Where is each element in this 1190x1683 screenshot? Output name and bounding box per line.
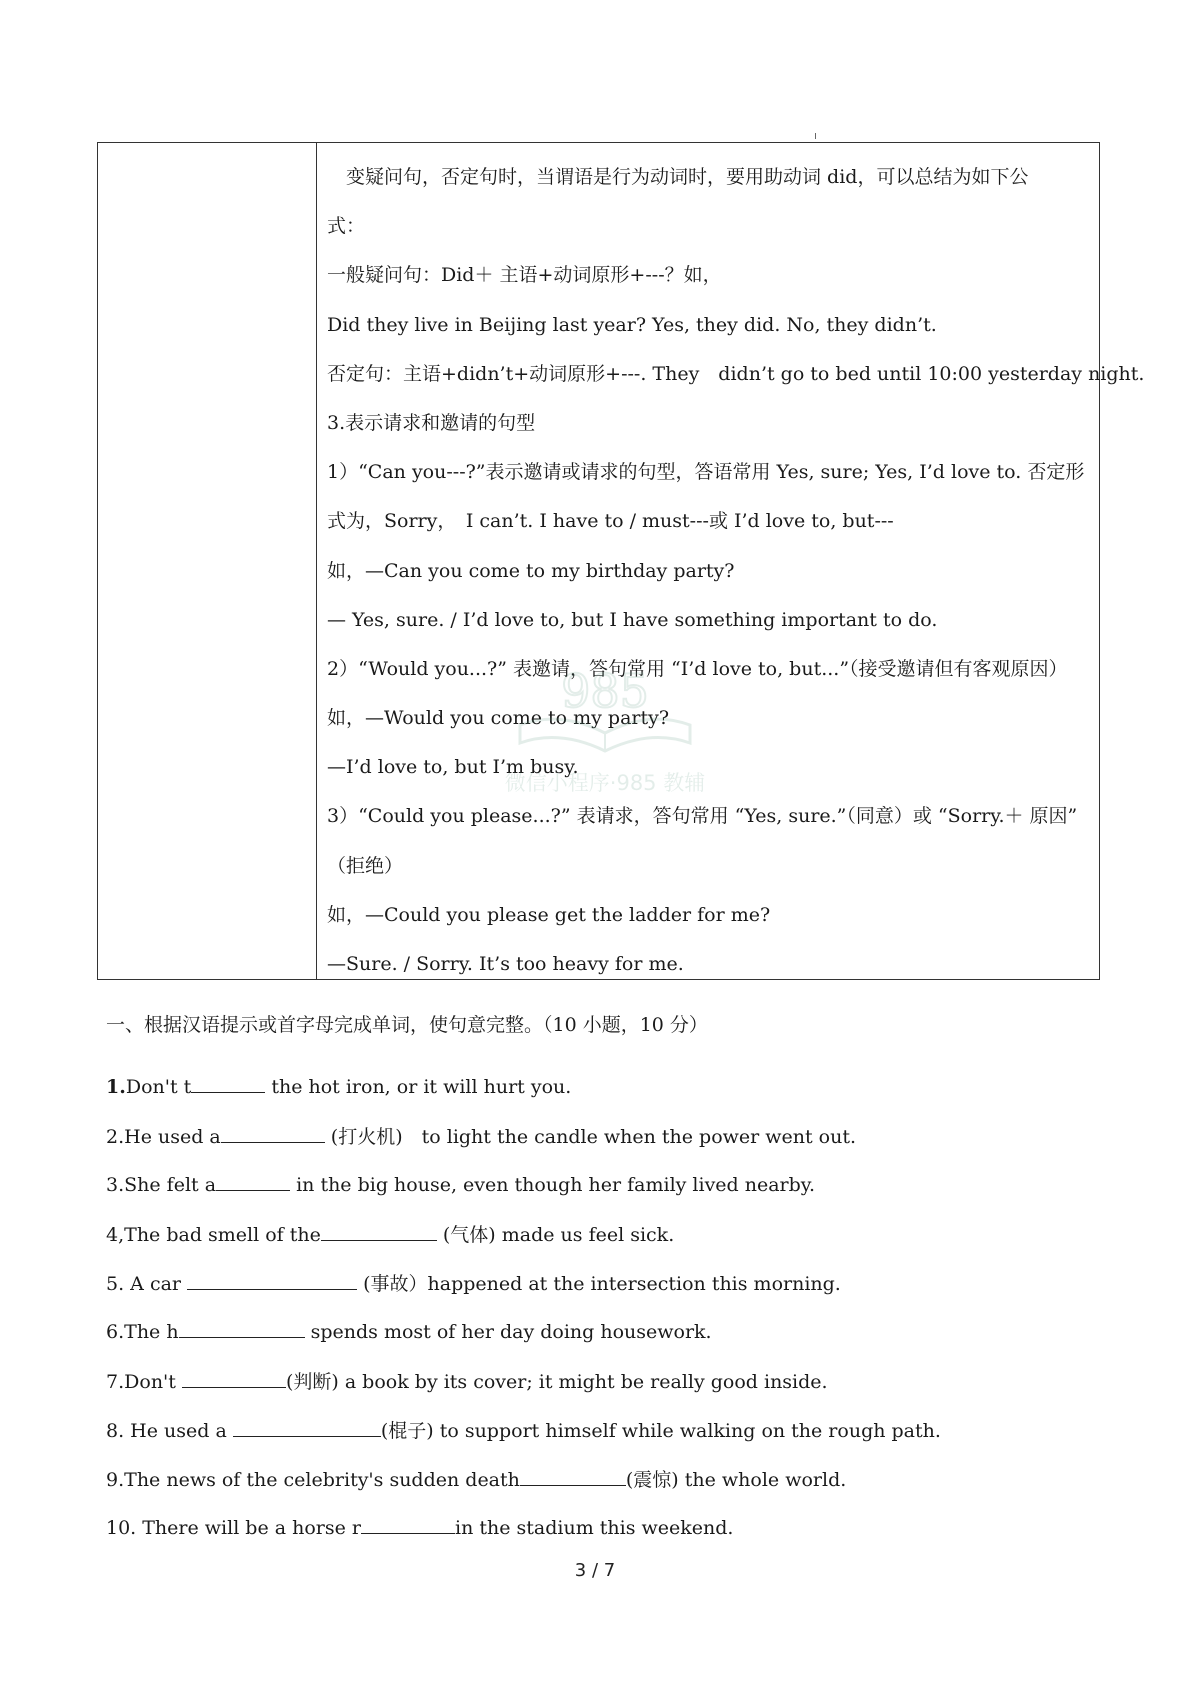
answer-blank[interactable]	[221, 1123, 325, 1143]
answer-blank[interactable]	[520, 1466, 626, 1486]
question-text-before: The bad smell of the	[124, 1224, 321, 1246]
question-text-before: The news of the celebrity's sudden death	[124, 1469, 520, 1491]
question-text-before: He used a	[124, 1420, 233, 1442]
note-line: 3.表示请求和邀请的句型	[327, 411, 536, 434]
question-text-after: (棍子) to support himself while walking on the rough path.	[380, 1420, 941, 1442]
answer-blank[interactable]	[182, 1368, 286, 1388]
grammar-table	[97, 142, 1145, 980]
note-line: 式：	[327, 215, 366, 238]
question-number: 3.	[106, 1174, 125, 1196]
note-line: — Yes, sure. / I’d love to, but I have something important to do.	[327, 608, 938, 631]
answer-blank[interactable]	[233, 1417, 381, 1437]
note-line: 否定句：主语+didn’t+动词原形+---. They didn’t go to bed until 10:00 yesterday night.	[327, 362, 1145, 385]
answer-blank[interactable]	[361, 1514, 455, 1534]
note-line: Did they live in Beijing last year? Yes, they did. No, they didn’t.	[327, 313, 937, 336]
watermark-text: 微信小程序·985 教辅	[504, 771, 706, 795]
question-text-before: A car	[124, 1273, 188, 1295]
note-line: 1）“Can you---?”表示邀请或请求的句型，答语常用 Yes, sure; Yes, I’d love to. 否定形	[327, 461, 1085, 484]
question-6	[106, 1318, 712, 1343]
grammar-notes-cell	[327, 153, 1145, 989]
question-number: 10.	[106, 1517, 137, 1539]
question-text-after: (判断) a book by its cover; it might be really good inside.	[285, 1371, 828, 1393]
question-9	[106, 1465, 846, 1492]
question-1	[106, 1073, 571, 1098]
top-mark	[815, 133, 816, 139]
question-8	[106, 1416, 941, 1443]
question-text-before: She felt a	[124, 1174, 217, 1196]
answer-blank[interactable]	[179, 1318, 305, 1338]
note-line: （拒绝）	[327, 854, 404, 877]
note-line: 2）“Would you...?” 表邀请，答句常用 “I’d love to, but...”（接受邀请但有客观原因）	[327, 657, 1068, 680]
question-number: 9.	[106, 1469, 125, 1491]
note-line: 3）“Could you please...?” 表请求，答句常用 “Yes, sure.”（同意）或 “Sorry.＋ 原因”	[327, 805, 1078, 828]
question-3	[106, 1171, 815, 1196]
question-text-before: He used a	[124, 1126, 221, 1148]
question-text-after: the hot iron, or it will hurt you.	[265, 1076, 572, 1098]
question-text-before: Don't	[124, 1371, 182, 1393]
note-line: 变疑问句，否定句时，当谓语是行为动词时，要用助动词 did，可以总结为如下公	[346, 166, 1029, 188]
note-line: 如，—Could you please get the ladder for me?	[327, 903, 771, 926]
exercise-heading: 一、根据汉语提示或首字母完成单词，使句意完整。（10 小题，10 分）	[106, 1014, 708, 1036]
question-text-after: in the stadium this weekend.	[455, 1517, 734, 1539]
question-number: 8.	[106, 1420, 125, 1442]
note-line: 如，—Would you come to my party?	[327, 707, 670, 730]
note-line: —I’d love to, but I’m busy.	[327, 756, 579, 779]
answer-blank[interactable]	[321, 1221, 437, 1241]
table-column-divider	[316, 143, 317, 979]
page-number: 3 / 7	[574, 1560, 616, 1581]
question-number: 2.	[106, 1126, 125, 1148]
question-text-after: in the big house, even though her family lived nearby.	[290, 1174, 816, 1196]
question-text-after: (打火机) to light the candle when the power went out.	[324, 1126, 857, 1148]
question-text-before: The h	[124, 1321, 179, 1343]
question-2	[106, 1122, 856, 1149]
question-text-before: Don't t	[125, 1076, 192, 1098]
question-number: 5.	[106, 1273, 125, 1295]
note-line: —Sure. / Sorry. It’s too heavy for me.	[327, 953, 684, 975]
note-line: 一般疑问句：Did＋ 主语+动词原形+---？如，	[327, 264, 722, 287]
answer-blank[interactable]	[191, 1073, 265, 1093]
question-number: 4,	[106, 1224, 125, 1246]
question-number: 1.	[106, 1076, 126, 1098]
question-text-before: There will be a horse r	[136, 1517, 361, 1539]
question-10	[106, 1514, 733, 1539]
answer-blank[interactable]	[216, 1171, 290, 1191]
question-7	[106, 1367, 828, 1394]
question-5	[106, 1269, 841, 1296]
question-number: 7.	[106, 1371, 125, 1393]
question-text-after: spends most of her day doing housework.	[304, 1321, 712, 1343]
question-text-after: (气体) made us feel sick.	[436, 1224, 675, 1246]
answer-blank[interactable]	[187, 1270, 357, 1290]
question-number: 6.	[106, 1321, 125, 1343]
note-line: 如，—Can you come to my birthday party?	[327, 559, 735, 582]
question-text-after: (事故）happened at the intersection this morning.	[357, 1273, 841, 1295]
watermark-number: 985	[561, 664, 649, 718]
question-text-after: (震惊) the whole world.	[625, 1469, 847, 1491]
question-4	[106, 1220, 674, 1247]
note-line: 式为，Sorry， I can’t. I have to / must---或 I’d love to, but---	[327, 510, 894, 533]
